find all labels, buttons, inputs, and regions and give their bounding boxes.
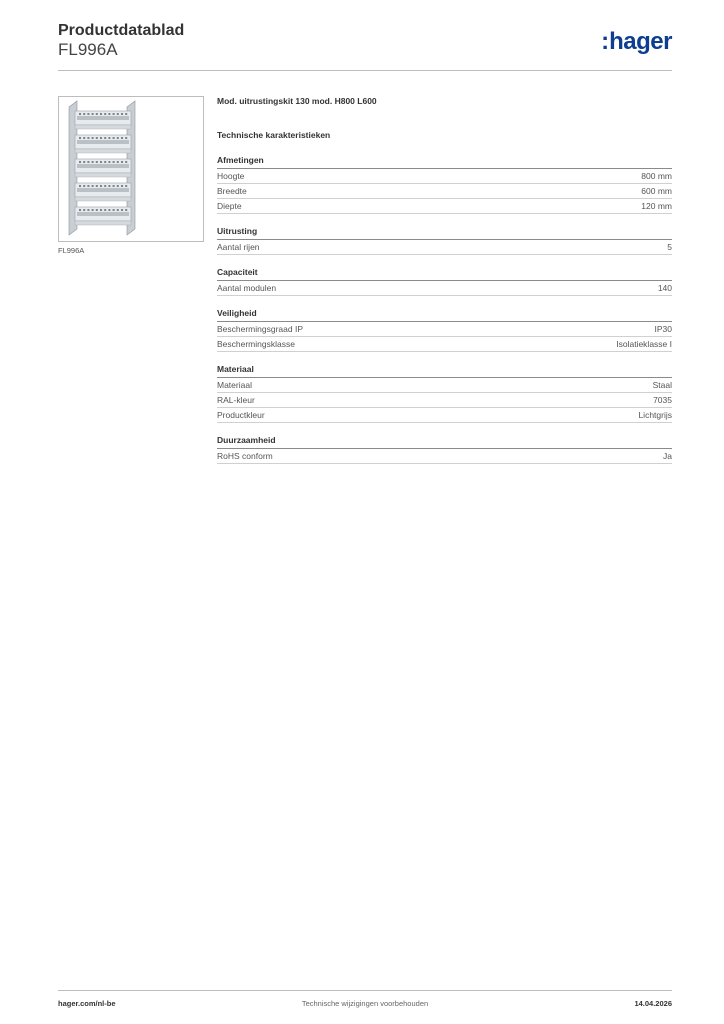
spec-value: 5: [667, 242, 672, 252]
spec-value: Staal: [652, 380, 672, 390]
logo-text: hager: [609, 28, 672, 55]
spec-value: 600 mm: [641, 186, 672, 196]
rail-hole: [79, 161, 81, 163]
spec-row: [217, 281, 672, 296]
rail-hole: [79, 137, 81, 139]
section-title: Veiligheid: [217, 308, 672, 322]
rail-hole: [87, 185, 89, 187]
rail-hole: [87, 137, 89, 139]
rail-hole: [108, 161, 110, 163]
spec-value: 140: [657, 283, 672, 293]
spec-row: [217, 322, 672, 337]
rail-hole: [87, 113, 89, 115]
spec-row: [217, 393, 672, 408]
rail-hole: [96, 209, 98, 211]
rail-hole: [104, 137, 106, 139]
spec-section: [217, 155, 672, 214]
section-title: Capaciteit: [217, 267, 672, 281]
spec-label: RAL-kleur: [217, 395, 255, 405]
spec-value: Ja: [663, 451, 672, 461]
rail-hole: [100, 185, 102, 187]
rail-hole: [104, 113, 106, 115]
spec-sections: [217, 155, 672, 464]
rail-hole: [108, 185, 110, 187]
spec-row: [217, 337, 672, 352]
spec-row: [217, 184, 672, 199]
rail-hole: [92, 161, 94, 163]
rail-hole: [121, 185, 123, 187]
logo-dots: :: [601, 28, 610, 55]
rail-hole: [92, 137, 94, 139]
image-caption: FL996A: [58, 246, 85, 255]
spec-value: IP30: [654, 324, 672, 334]
rail-hole: [113, 113, 115, 115]
rail-hole: [104, 185, 106, 187]
rail-hole: [125, 209, 127, 211]
spec-label: Beschermingsklasse: [217, 339, 295, 349]
spec-row: [217, 169, 672, 184]
rail-hole: [96, 161, 98, 163]
section-title: Uitrusting: [217, 226, 672, 240]
spec-section: [217, 226, 672, 255]
product-code: FL996A: [58, 40, 118, 59]
rail-lip: [75, 125, 131, 129]
rail-hole: [92, 209, 94, 211]
rail-hole: [117, 161, 119, 163]
spec-row: [217, 378, 672, 393]
datasheet-content: [217, 96, 672, 464]
spec-row: [217, 408, 672, 423]
page-footer: [58, 990, 672, 1011]
section-title: Afmetingen: [217, 155, 672, 169]
rail-hole: [100, 161, 102, 163]
rail-hole: [125, 113, 127, 115]
spec-value: 7035: [653, 395, 672, 405]
rail-hole: [117, 209, 119, 211]
product-illustration: [59, 97, 203, 241]
spec-section: [217, 435, 672, 464]
spec-section: [217, 267, 672, 296]
rail-hole: [87, 209, 89, 211]
spec-value: Isolatieklasse I: [616, 339, 672, 349]
rail-hole: [108, 209, 110, 211]
footer-website[interactable]: hager.com/nl-be: [58, 999, 116, 1008]
spec-label: RoHS conform: [217, 451, 273, 461]
footer-notice: Technische wijzigingen voorbehouden: [301, 999, 429, 1008]
spec-row: [217, 449, 672, 464]
document-title: Productdatablad: [58, 22, 185, 39]
spec-label: Materiaal: [217, 380, 252, 390]
section-title: Duurzaamheid: [217, 435, 672, 449]
rail-hole: [92, 185, 94, 187]
section-title: Materiaal: [217, 364, 672, 378]
spec-label: Aantal modulen: [217, 283, 277, 293]
rail-hole: [83, 209, 85, 211]
rail-hole: [121, 209, 123, 211]
rail-hole: [96, 113, 98, 115]
rail-hole: [108, 137, 110, 139]
rail-hole: [87, 161, 89, 163]
rail-hole: [100, 137, 102, 139]
rail-strip: [77, 140, 129, 144]
rail-hole: [125, 185, 127, 187]
page-header: [58, 22, 672, 71]
rail-hole: [100, 113, 102, 115]
spec-row: [217, 199, 672, 214]
rail-hole: [113, 161, 115, 163]
tech-heading: Technische karakteristieken: [217, 130, 331, 140]
spec-row: [217, 240, 672, 255]
rail-hole: [79, 185, 81, 187]
rail-lip: [75, 221, 131, 225]
rail-strip: [77, 116, 129, 120]
rail-hole: [83, 185, 85, 187]
product-name: Mod. uitrustingskit 130 mod. H800 L600: [217, 96, 377, 106]
spec-section: [217, 364, 672, 423]
rail-hole: [117, 137, 119, 139]
spec-value: 800 mm: [641, 171, 672, 181]
rail-lip: [75, 149, 131, 153]
spec-label: Hoogte: [217, 171, 245, 181]
rail-hole: [100, 209, 102, 211]
rail-strip: [77, 188, 129, 192]
rail-hole: [113, 137, 115, 139]
rail-hole: [121, 113, 123, 115]
product-image: [58, 96, 204, 242]
spec-label: Aantal rijen: [217, 242, 260, 252]
rail-hole: [83, 113, 85, 115]
rail-hole: [108, 113, 110, 115]
footer-date: 14.04.2026: [634, 999, 672, 1008]
spec-label: Productkleur: [217, 410, 265, 420]
rail-strip: [77, 212, 129, 216]
rail-hole: [104, 209, 106, 211]
spec-value: 120 mm: [641, 201, 672, 211]
rail-hole: [117, 185, 119, 187]
rail-hole: [125, 161, 127, 163]
rail-lip: [75, 197, 131, 201]
rail-hole: [96, 137, 98, 139]
rail-lip: [75, 173, 131, 177]
spec-section: [217, 308, 672, 352]
spec-value: Lichtgrijs: [638, 410, 672, 420]
rail-hole: [117, 113, 119, 115]
rail-hole: [83, 137, 85, 139]
rail-hole: [104, 161, 106, 163]
spec-label: Diepte: [217, 201, 242, 211]
spec-label: Breedte: [217, 186, 247, 196]
rail-hole: [79, 113, 81, 115]
rail-strip: [77, 164, 129, 168]
rail-hole: [121, 137, 123, 139]
rail-hole: [113, 209, 115, 211]
rail-hole: [79, 209, 81, 211]
hager-logo: [601, 28, 672, 56]
spec-label: Beschermingsgraad IP: [217, 324, 303, 334]
rail-hole: [121, 161, 123, 163]
rail-hole: [113, 185, 115, 187]
rail-hole: [83, 161, 85, 163]
rail-hole: [92, 113, 94, 115]
rail-hole: [125, 137, 127, 139]
rail-hole: [96, 185, 98, 187]
